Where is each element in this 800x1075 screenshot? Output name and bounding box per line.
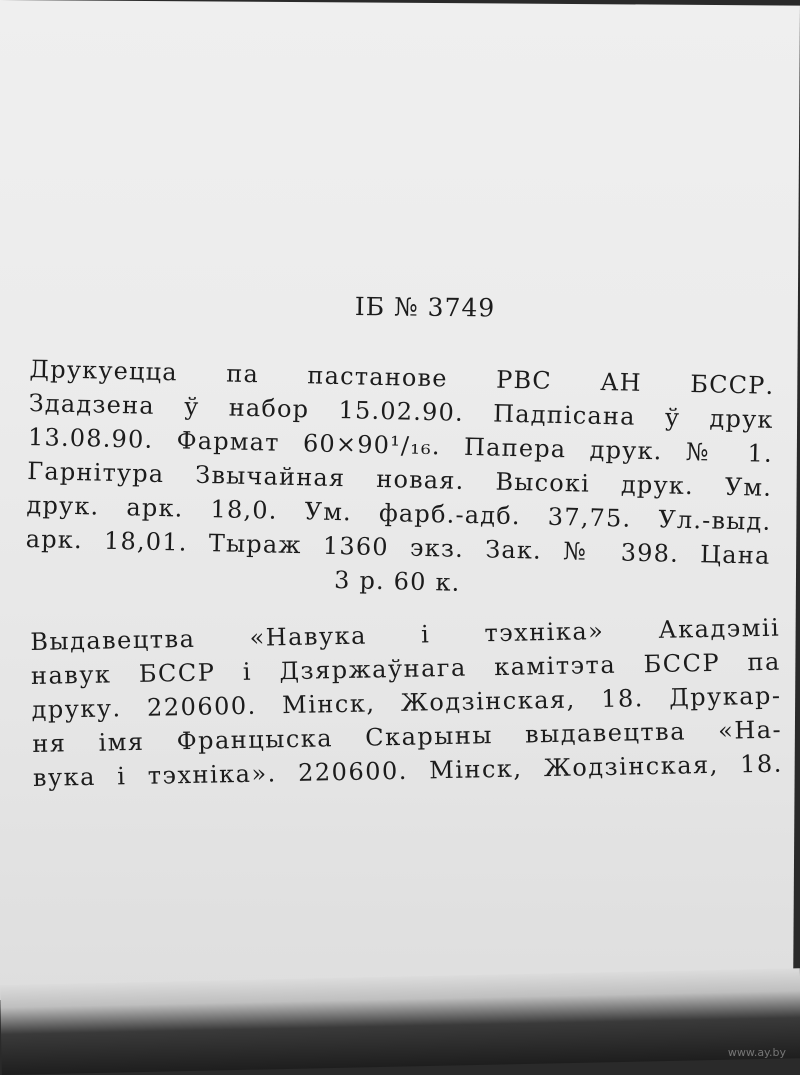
print-details-paragraph xyxy=(25,352,775,607)
print-details-line-6: арк. 18,01. Тыраж 1360 экз. Зак. № 398. Цана xyxy=(25,524,771,570)
publisher-paragraph xyxy=(30,611,783,795)
publisher-line-1: Выдавецтва «Навука і тэхніка» Акадэміі xyxy=(30,613,781,656)
ib-number: ІБ № 3749 xyxy=(354,292,496,323)
publisher-line-4: ня імя Францыска Скарыны выдавецтва «На- xyxy=(32,715,783,758)
publisher-line-3: друку. 220600. Мінск, Жодзінская, 18. Друкар- xyxy=(31,681,782,724)
site-watermark: www.ay.by xyxy=(727,1046,786,1059)
print-details-line-2: Здадзена ў набор 15.02.90. Падпісана ў друк xyxy=(28,388,774,434)
print-details-line-5: друк. арк. 18,0. Ум. фарб.-адб. 37,75. Ул.-выд. xyxy=(26,490,772,536)
print-details-line-1: Друкуецца па пастанове РВС АН БССР. xyxy=(29,354,775,400)
publisher-line-5: вука і тэхніка». 220600. Мінск, Жодзінская, 18. xyxy=(32,749,784,792)
print-details-line-3: 13.08.90. Фармат 60×90¹/₁₆. Папера друк. № 1. xyxy=(27,422,774,468)
print-details-line-4: Гарнітура Звычайная новая. Высокі друк. Ум. xyxy=(26,456,773,502)
publisher-line-2: навук БССР і Дзяржаўнага камітэта БССР па xyxy=(30,647,782,690)
price-line: 3 р. 60 к. xyxy=(333,565,461,597)
